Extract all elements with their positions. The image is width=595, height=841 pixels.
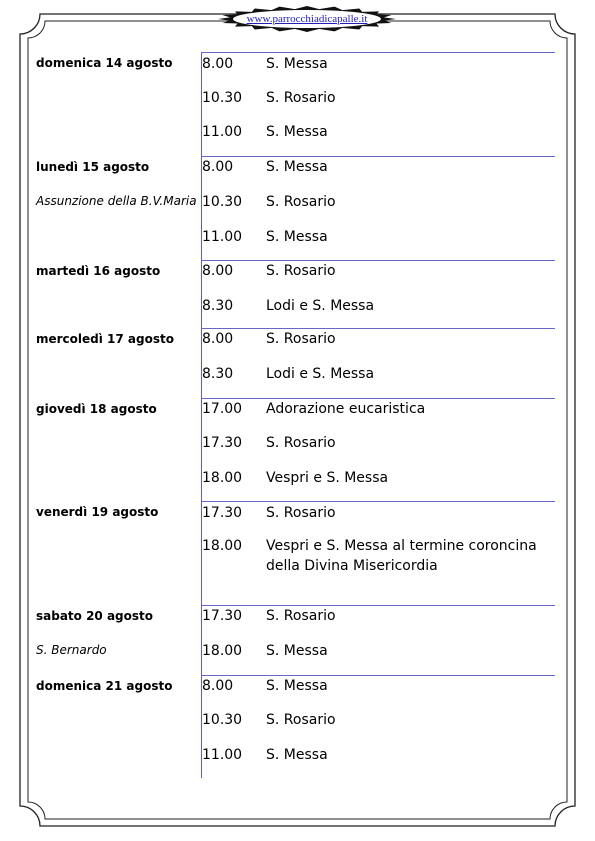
event-description: S. Messa [266,159,328,175]
event-description: S. Messa [266,229,328,245]
day-label: sabato 20 agosto [36,609,154,623]
event-description: S. Messa [266,643,328,659]
event-time: 11.00 [202,124,243,140]
event-description: S. Messa [266,678,328,694]
event-time: 8.30 [202,298,234,314]
event-description: S. Rosario [266,505,336,521]
event-time: 18.00 [202,643,243,659]
website-link[interactable]: www.parrocchiadicapalle.it [246,13,368,25]
event-time: 10.30 [202,90,243,106]
schedule-table [30,52,555,778]
event-time: 10.30 [202,712,243,728]
event-time: 17.30 [202,505,243,521]
event-time: 8.30 [202,366,234,382]
event-time: 11.00 [202,747,243,763]
day-label: domenica 14 agosto [36,56,173,70]
event-description: S. Rosario [266,435,336,451]
feast-note: Assunzione della B.V.Maria [36,194,197,208]
row-separator [201,501,555,502]
event-description: S. Rosario [266,194,336,210]
day-label: lunedì 15 agosto [36,160,150,174]
event-time: 8.00 [202,56,234,72]
day-label: martedì 16 agosto [36,264,161,278]
event-description: S. Rosario [266,263,336,279]
event-time: 8.00 [202,331,234,347]
event-description: Adorazione eucaristica [266,401,426,417]
event-time: 10.30 [202,194,243,210]
event-time: 17.00 [202,401,243,417]
event-description: S. Messa [266,124,328,140]
day-label: giovedì 18 agosto [36,402,157,416]
event-description: S. Messa [266,56,328,72]
day-label: mercoledì 17 agosto [36,332,174,346]
event-description: Vespri e S. Messa al termine coroncina della Divina Misericordia [266,538,537,574]
day-label: venerdì 19 agosto [36,505,159,519]
event-time: 11.00 [202,229,243,245]
event-time: 17.30 [202,435,243,451]
event-description: Vespri e S. Messa [266,470,389,486]
event-time: 17.30 [202,608,243,624]
event-time: 8.00 [202,678,234,694]
day-label: domenica 21 agosto [36,679,173,693]
event-description: S. Rosario [266,90,336,106]
event-description: S. Rosario [266,712,336,728]
feast-note: S. Bernardo [36,643,107,657]
event-description: S. Rosario [266,331,336,347]
event-description: Lodi e S. Messa [266,366,375,382]
event-description: Lodi e S. Messa [266,298,375,314]
event-time: 18.00 [202,470,243,486]
event-description: S. Rosario [266,608,336,624]
event-time: 18.00 [202,538,243,554]
event-description: S. Messa [266,747,328,763]
event-time: 8.00 [202,263,234,279]
row-separator [201,52,555,53]
event-time: 8.00 [202,159,234,175]
website-badge [218,6,396,32]
